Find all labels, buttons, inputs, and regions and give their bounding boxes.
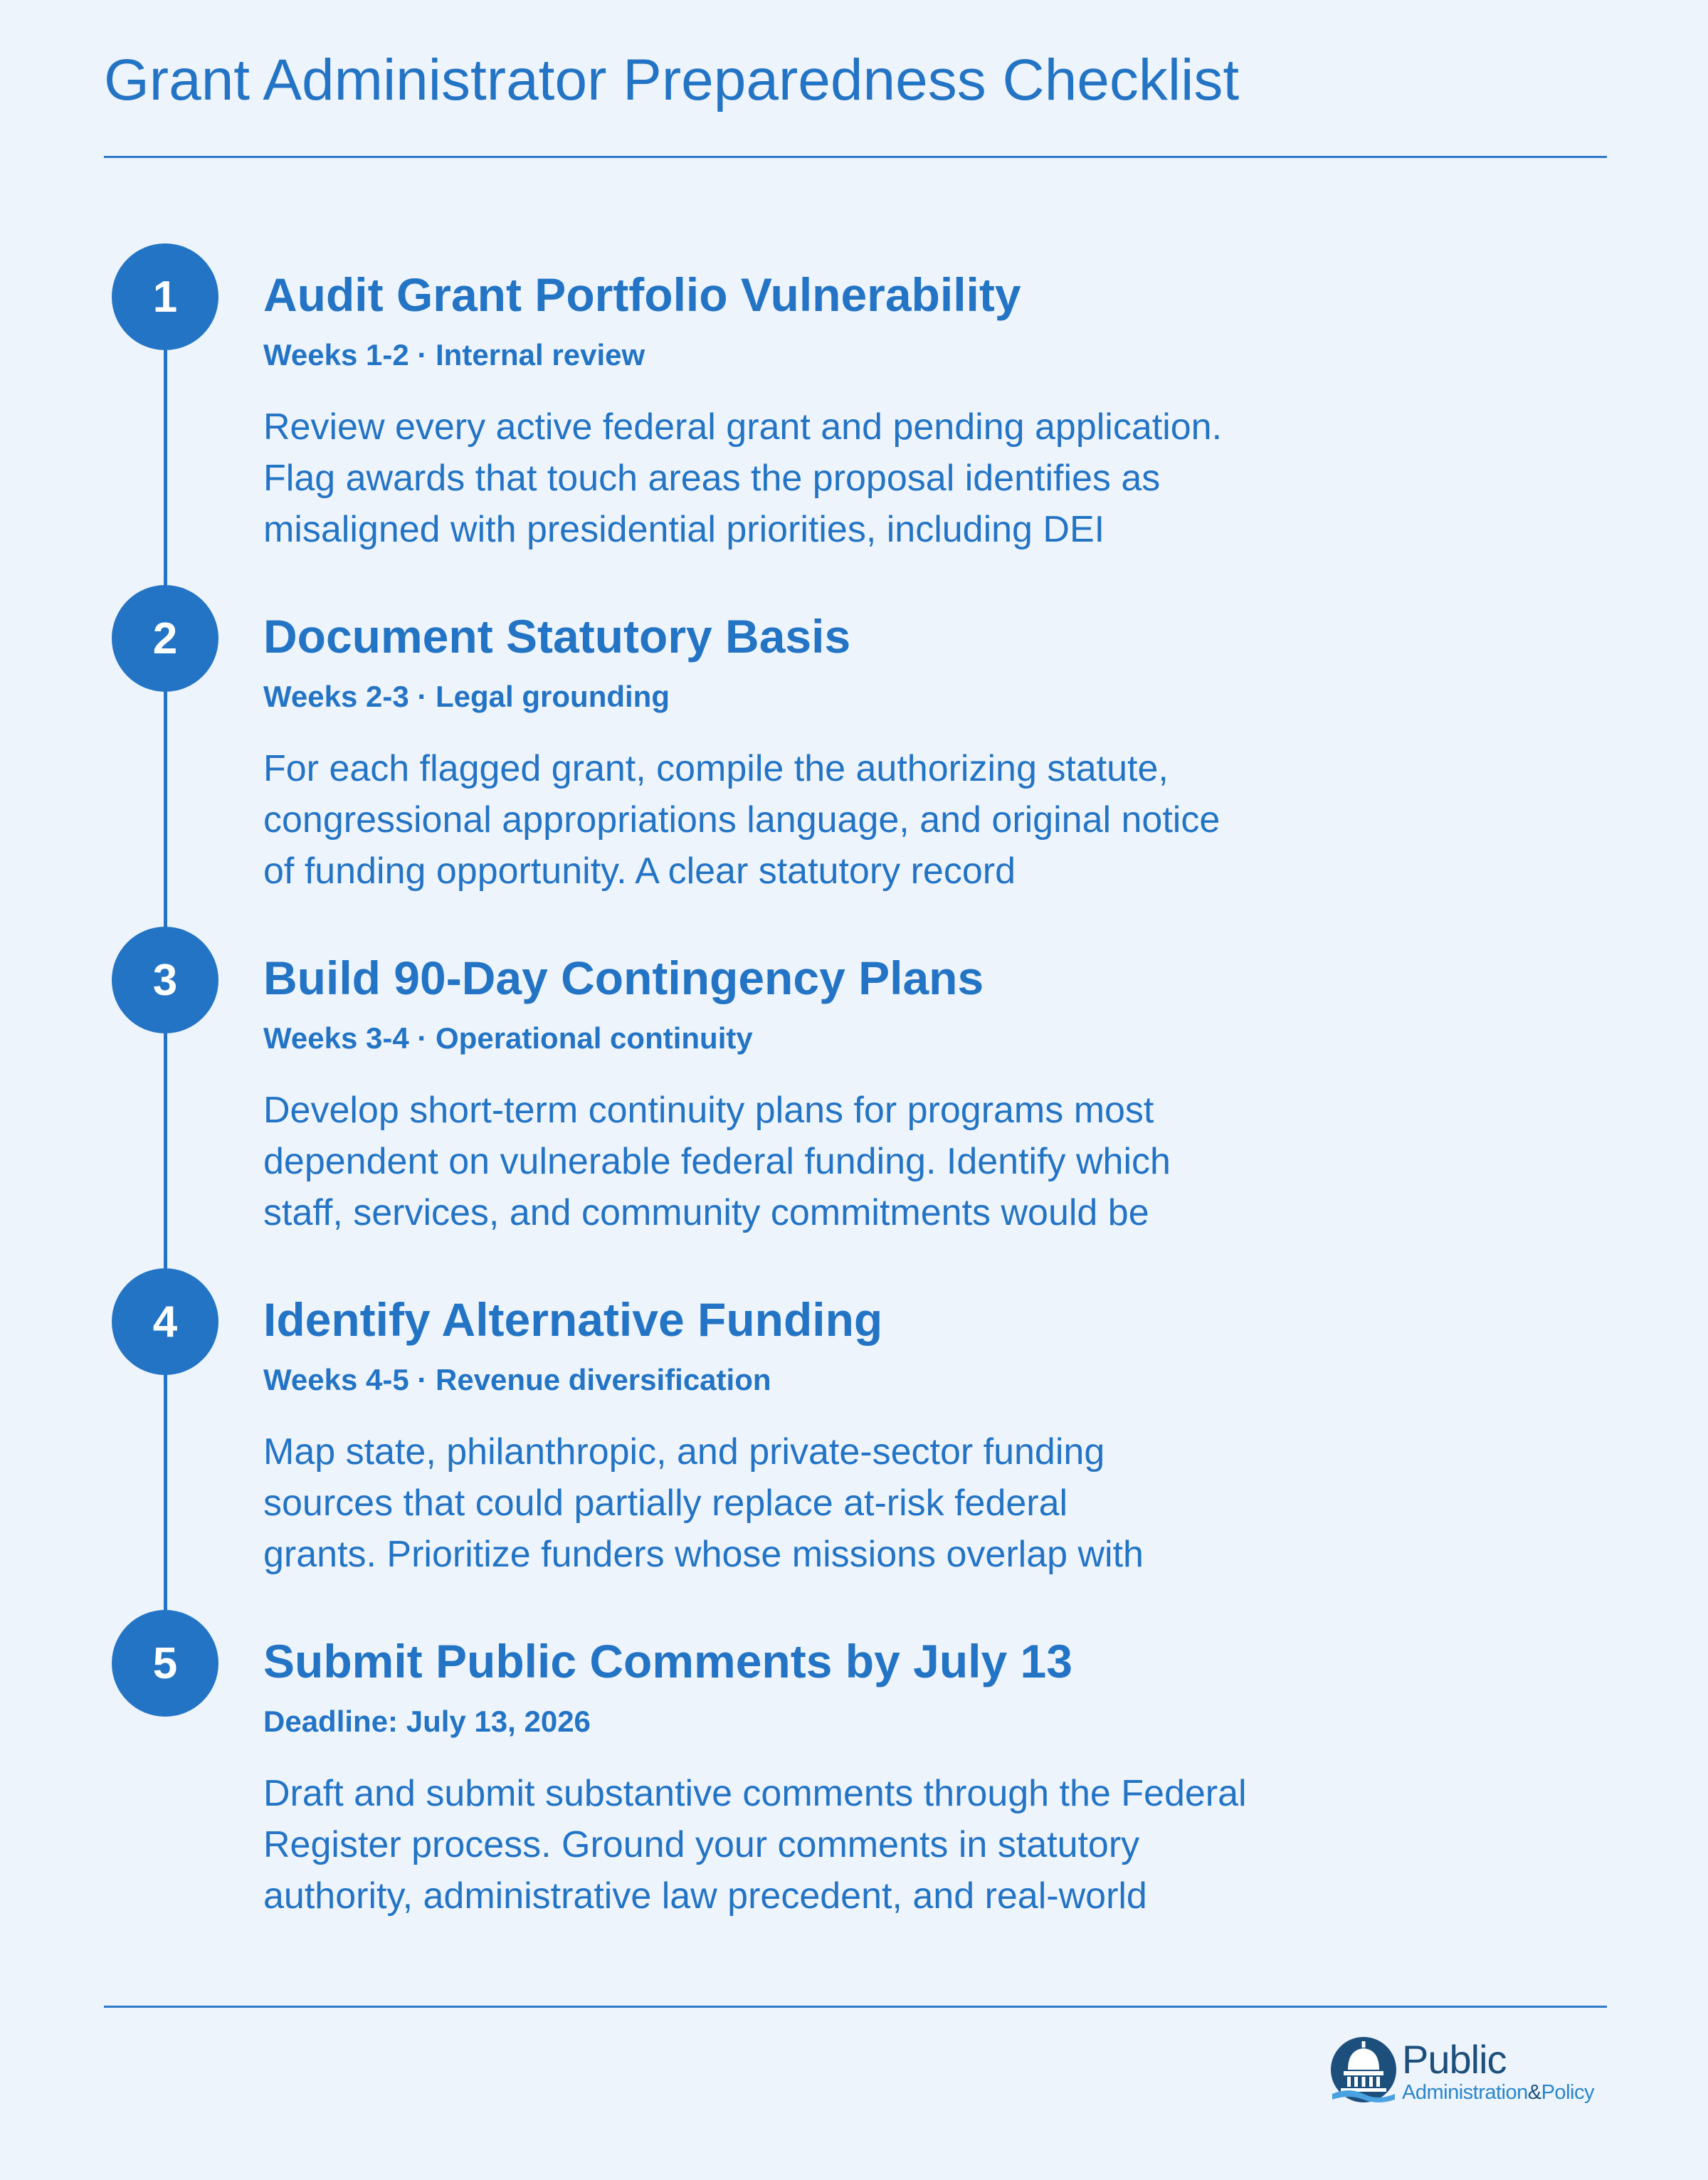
step-description-line: staff, services, and community commitments would be (263, 1192, 1149, 1233)
step-title: Identify Alternative Funding (263, 1293, 883, 1346)
step-timeframe: Weeks 3-4 · Operational continuity (263, 1021, 753, 1055)
step-description-line: For each flagged grant, compile the authorizing statute, (263, 748, 1169, 789)
checklist-step-1 (0, 243, 1708, 585)
step-number-badge: 4 (112, 1268, 218, 1375)
step-description (263, 743, 1374, 897)
step-description-line: of funding opportunity. A clear statutory record (263, 851, 1016, 892)
step-description-line: sources that could partially replace at-risk federal (263, 1483, 1068, 1524)
step-description-line: Map state, philanthropic, and private-sector funding (263, 1431, 1105, 1473)
step-title: Audit Grant Portfolio Vulnerability (263, 268, 1021, 321)
footer-divider (104, 2006, 1607, 2008)
step-description-line: Develop short-term continuity plans for programs most (263, 1090, 1154, 1131)
step-title: Build 90-Day Contingency Plans (263, 952, 984, 1004)
checklist-step-4 (0, 1268, 1708, 1610)
step-description (263, 1085, 1374, 1238)
capitol-dome-icon (1328, 2034, 1399, 2105)
header-divider (104, 156, 1607, 158)
step-description-line: grants. Prioritize funders whose missions overlap with (263, 1534, 1144, 1575)
step-timeframe: Weeks 2-3 · Legal grounding (263, 680, 670, 713)
logo-word-policy: Policy (1541, 2081, 1594, 2104)
checklist-step-5 (0, 1610, 1708, 1952)
publisher-logo (1328, 2034, 1613, 2120)
logo-wordmark-secondary (1402, 2082, 1594, 2103)
logo-word-administration: Administration (1402, 2081, 1528, 2104)
step-description-line: Review every active federal grant and pending application. (263, 406, 1223, 448)
step-timeframe: Weeks 4-5 · Revenue diversification (263, 1363, 771, 1396)
step-description-line: Register process. Ground your comments in statutory (263, 1824, 1140, 1865)
step-description (263, 1768, 1374, 1922)
step-description-line: authority, administrative law precedent, and real-world (263, 1875, 1147, 1917)
step-description-line: dependent on vulnerable federal funding. Identify which (263, 1141, 1171, 1182)
logo-wordmark-primary: Public (1402, 2037, 1507, 2082)
step-description (263, 1426, 1374, 1580)
step-number-badge: 5 (112, 1610, 218, 1717)
checklist-step-2 (0, 585, 1708, 927)
step-description-line: misaligned with presidential priorities, including DEI (263, 509, 1105, 550)
step-timeframe: Weeks 1-2 · Internal review (263, 338, 645, 372)
page-title: Grant Administrator Preparedness Checklist (104, 48, 1240, 112)
step-title: Document Statutory Basis (263, 610, 851, 663)
step-number-badge: 1 (112, 243, 218, 350)
step-title: Submit Public Comments by July 13 (263, 1635, 1072, 1687)
step-description-line: congressional appropriations language, and original notice (263, 799, 1221, 841)
step-description (263, 401, 1374, 555)
logo-ampersand: & (1527, 2081, 1541, 2104)
checklist-step-3 (0, 927, 1708, 1268)
step-description-line: Flag awards that touch areas the proposal identifies as (263, 458, 1161, 499)
step-description-line: Draft and submit substantive comments through the Federal (263, 1773, 1247, 1814)
step-deadline: Deadline: July 13, 2026 (263, 1705, 591, 1738)
step-number-badge: 3 (112, 927, 218, 1033)
step-number-badge: 2 (112, 585, 218, 692)
